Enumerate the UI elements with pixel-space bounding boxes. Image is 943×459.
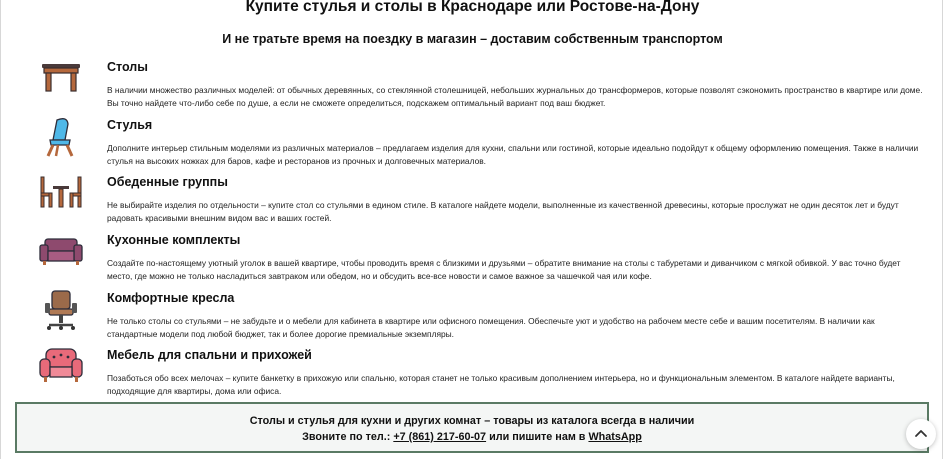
page-subtitle: И не тратьте время на поездку в магазин – доставим собственным транспортом [222, 32, 723, 46]
office-chair-icon [37, 289, 85, 333]
phone-link[interactable]: +7 (861) 217-60-07 [393, 431, 487, 443]
chair-icon [37, 116, 85, 160]
page-title: Купите стулья и столы в Краснодаре или Ростове-на-Дону [245, 0, 700, 15]
category-heading: Стулья [107, 118, 153, 132]
dining-group-icon [37, 173, 85, 217]
category-description: Не только столы со стульями – не забудьте и о мебели для кабинета в квартире или офисного помещения. Обеспечьте уют и удобство на рабочем месте себе и вашим посетителям. В наличии как стандартные модели под любой бюджет, так и более дорогие премиальные экземпляры. [107, 316, 875, 339]
table-icon [37, 58, 85, 102]
category-description: Создайте по-настоящему уютный уголок в вашей квартире, чтобы проводить время с близкими и друзьями – обратите внимание на столы с табуретами и диванчиком с мягкой обивкой. У вас точно будет место, где можно не только насладиться завтраком или обедом, но и обсудить все-все новости и самое важное за чашечкой чая или кофе. [107, 258, 901, 281]
chevron-up-icon [906, 419, 936, 449]
armchair-icon [37, 346, 85, 390]
category-description: Дополните интерьер стильным моделями из различных материалов – предлагаем изделия для кухни, спальни или гостиной, которые идеально подойдут к общему оформлению помещения. Также в наличии стулья на высоких ножках для баров, кафе и ресторанов из прочных и долговечных материалов. [107, 143, 919, 166]
contact-banner [15, 402, 929, 453]
category-kitchen-sets [1, 233, 943, 291]
contact-middle: или пишите нам в [486, 431, 589, 443]
category-heading: Комфортные кресла [107, 291, 235, 305]
banner-text: Столы и стулья для кухни и других комнат – товары из каталога всегда в наличии [249, 415, 695, 427]
category-dining-groups [1, 175, 943, 233]
call-prefix: Звоните по тел.: [302, 431, 394, 443]
category-office-chairs [1, 291, 943, 349]
category-description: В наличии множество различных моделей: от обычных деревянных, со стеклянной столешницей, небольших журнальных до трансформеров, которые позволят сэкономить пространство в квартире или доме. Вы точно найдете что-либо себе по душе, а если не сможете определиться, подскажем оптимальный вариант под ваш бюджет. [107, 85, 923, 108]
category-heading: Столы [107, 60, 148, 74]
whatsapp-link[interactable]: WhatsApp [588, 431, 642, 443]
contact-line [17, 431, 927, 443]
category-bedroom-hallway [1, 348, 943, 406]
category-heading: Мебель для спальни и прихожей [107, 348, 312, 362]
category-heading: Кухонные комплекты [107, 233, 241, 247]
category-description: Позаботься обо всех мелочах – купите банкетку в прихожую или спальню, которая станет не только красивым дополнением интерьера, но и функциональным элементом. В каталоге найдете варианты, подходящие для квартиры, дома или офиса. [107, 373, 895, 396]
category-chairs [1, 118, 943, 176]
category-description: Не выбирайте изделия по отдельности – купите стол со стульями в едином стиле. В каталоге найдете модели, выполненные из качественной древесины, которые прослужат не один десяток лет и будут радовать красивыми внешним видом вас и ваших гостей. [107, 200, 899, 223]
sofa-icon [37, 231, 85, 275]
category-tables [1, 60, 943, 118]
category-heading: Обеденные группы [107, 175, 228, 189]
scroll-to-top-button[interactable] [906, 419, 936, 449]
